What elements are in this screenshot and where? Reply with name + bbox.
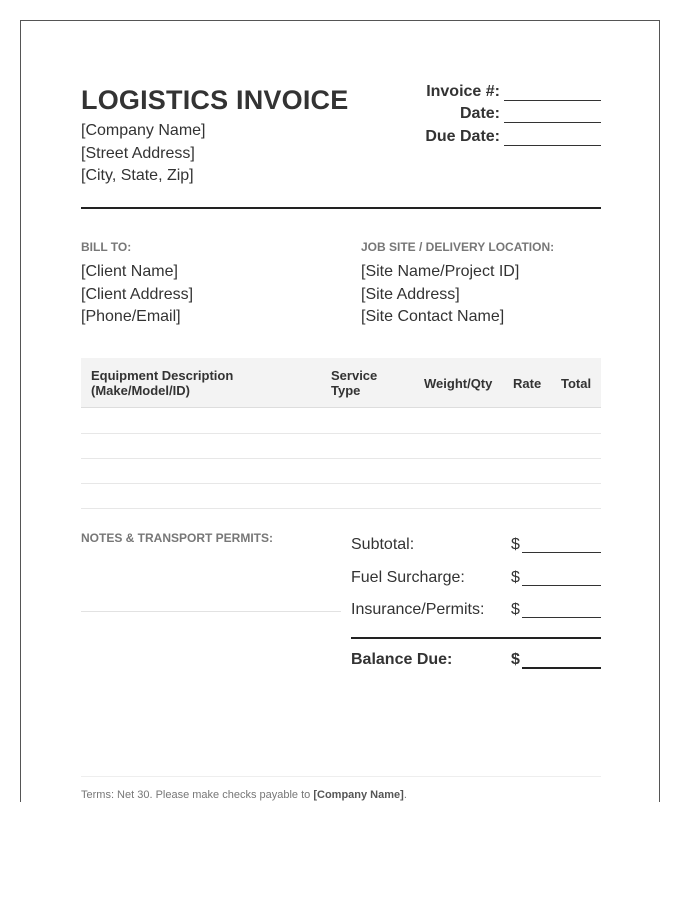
due-date-label: Due Date:: [425, 128, 500, 145]
footer-divider: [81, 776, 601, 777]
subtotal-currency: $: [511, 536, 520, 553]
header-divider: [81, 207, 601, 209]
client-address: [Client Address]: [81, 286, 194, 303]
notes-heading: NOTES & TRANSPORT PERMITS:: [81, 531, 274, 545]
total-divider: [351, 637, 601, 639]
col-service-line2: Type: [331, 383, 361, 398]
col-equipment-description: [91, 368, 233, 398]
col-rate: Rate: [513, 376, 542, 391]
terms-prefix: Terms: Net 30. Please make checks payable to: [81, 789, 314, 801]
site-name: [Site Name/Project ID]: [361, 263, 520, 280]
invoice-number-label: Invoice #:: [426, 83, 500, 100]
invoice-number-field[interactable]: [504, 100, 601, 101]
table-row[interactable]: [81, 458, 601, 459]
client-name: [Client Name]: [81, 263, 178, 280]
col-weight-qty: Weight/Qty: [424, 376, 493, 391]
table-row[interactable]: [81, 508, 601, 509]
fuel-surcharge-currency: $: [511, 569, 520, 586]
fuel-surcharge-label: Fuel Surcharge:: [351, 569, 465, 586]
client-contact: [Phone/Email]: [81, 308, 181, 325]
company-street: [Street Address]: [81, 145, 195, 162]
due-date-row: [361, 128, 601, 150]
site-address: [Site Address]: [361, 286, 460, 303]
terms-company: [Company Name]: [313, 789, 404, 801]
insurance-permits-label: Insurance/Permits:: [351, 601, 485, 618]
terms-suffix: .: [403, 789, 407, 801]
col-total: Total: [561, 376, 592, 391]
notes-field[interactable]: [81, 611, 341, 612]
col-equipment-line1: Equipment Description: [91, 368, 234, 383]
table-row[interactable]: [81, 433, 601, 434]
due-date-field[interactable]: [504, 145, 601, 146]
company-name: [Company Name]: [81, 122, 206, 139]
company-city: [City, State, Zip]: [81, 167, 194, 184]
bill-to-heading: BILL TO:: [81, 240, 132, 254]
col-equipment-line2: (Make/Model/ID): [91, 383, 190, 398]
job-site-heading: JOB SITE / DELIVERY LOCATION:: [361, 240, 555, 254]
col-service-line1: Service: [331, 368, 378, 383]
invoice-title: LOGISTICS INVOICE: [81, 85, 349, 115]
subtotal-field[interactable]: [522, 552, 601, 553]
payment-terms: [81, 789, 407, 801]
insurance-permits-field[interactable]: [522, 617, 601, 618]
balance-due-currency: $: [511, 651, 520, 668]
invoice-date-label: Date:: [459, 105, 500, 122]
fuel-surcharge-field[interactable]: [522, 585, 601, 586]
subtotal-label: Subtotal:: [351, 536, 415, 553]
invoice-date-row: [361, 105, 601, 127]
site-contact: [Site Contact Name]: [361, 308, 505, 325]
invoice-number-row: [361, 83, 601, 105]
balance-due-label: Balance Due:: [351, 651, 453, 668]
insurance-permits-currency: $: [511, 601, 520, 618]
col-service-type: [331, 368, 377, 398]
invoice-sheet: [20, 20, 660, 802]
balance-due-field[interactable]: [522, 667, 601, 669]
items-table-header: [81, 358, 601, 408]
table-row[interactable]: [81, 483, 601, 484]
invoice-date-field[interactable]: [504, 122, 601, 123]
